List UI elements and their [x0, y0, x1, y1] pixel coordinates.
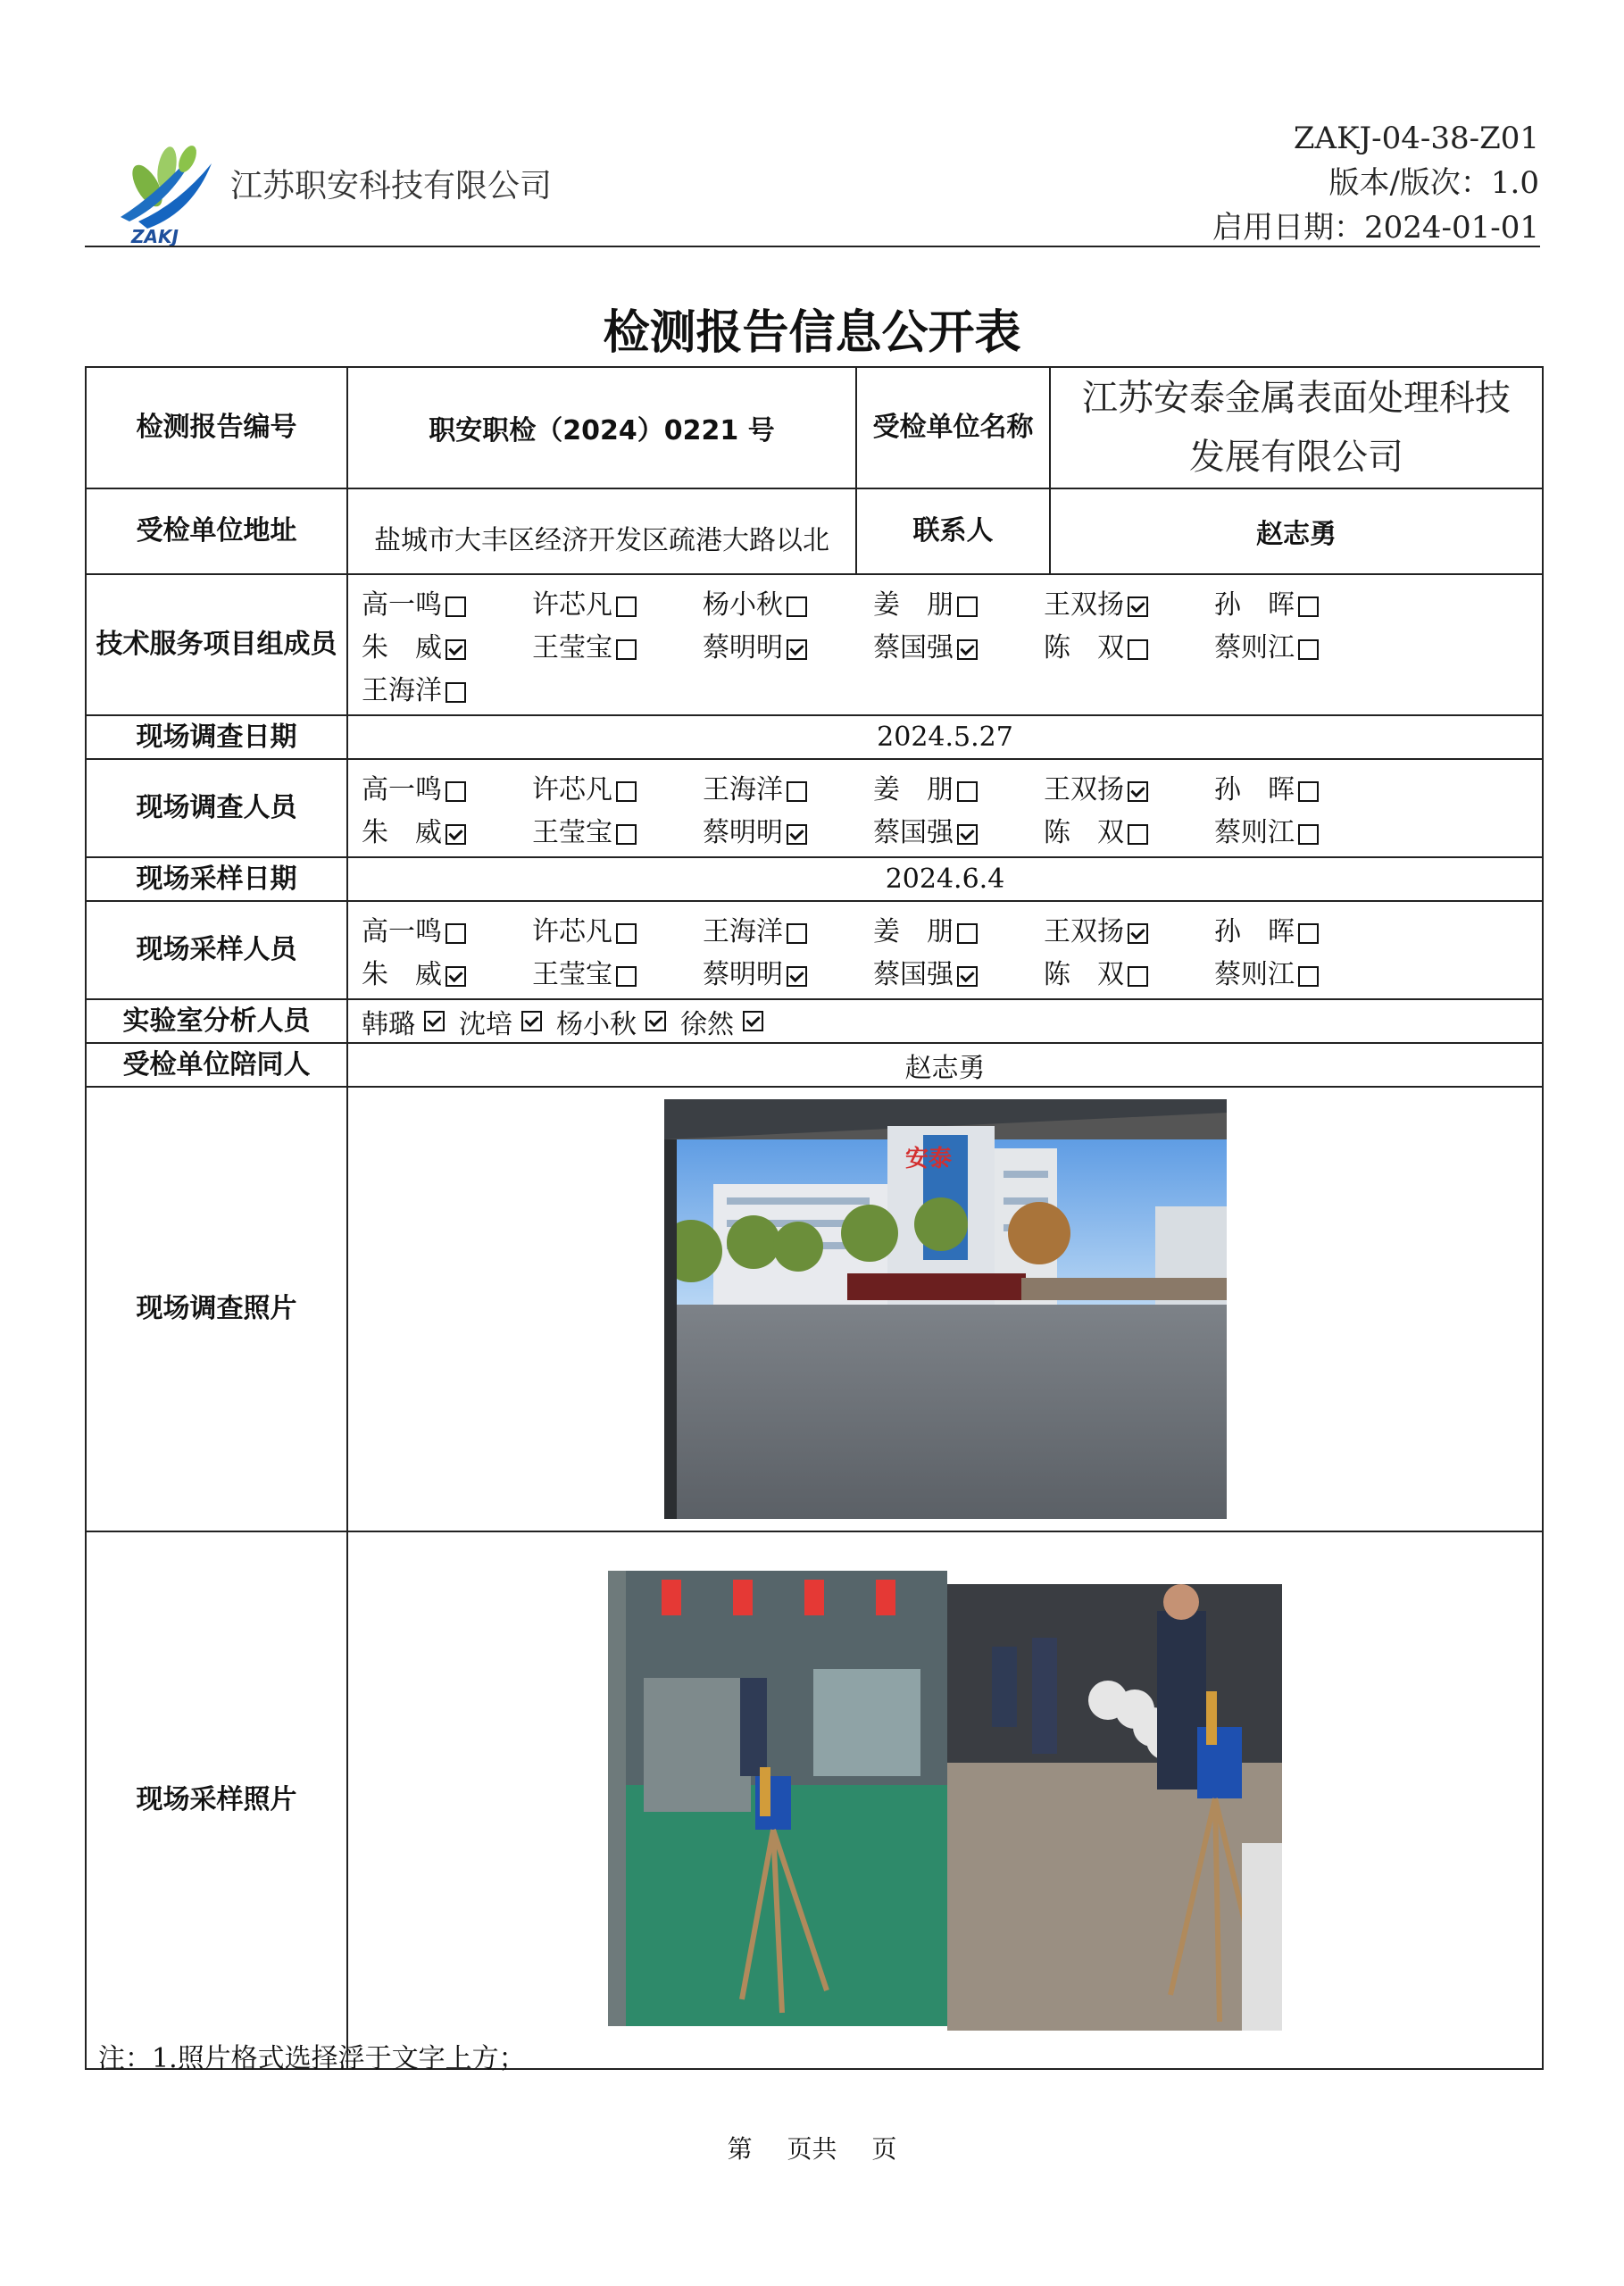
- person-name: 蔡明明: [703, 959, 783, 990]
- report-no-label: 检测报告编号: [86, 367, 347, 488]
- checked-box-icon: [424, 1011, 445, 1031]
- person-entry: [1044, 810, 1214, 849]
- checked-box-icon: [957, 639, 978, 660]
- document-meta: [1212, 116, 1539, 250]
- unit-name-cell: [1050, 367, 1543, 488]
- person-entry: [1044, 582, 1214, 622]
- tech-members-label: 技术服务项目组成员: [86, 574, 347, 715]
- person-name: 陈 双: [1044, 959, 1124, 990]
- sample-photo-label: 现场采样照片: [86, 1531, 347, 2069]
- doc-start-date: 启用日期：2024-01-01: [1212, 210, 1539, 246]
- report-no: 职安职检（2024）0221 号: [347, 367, 856, 488]
- empty-box-icon: [616, 639, 637, 660]
- empty-box-icon: [1128, 639, 1148, 660]
- person-entry: [703, 767, 873, 806]
- survey-staff-cell: [347, 759, 1543, 857]
- person-name: 高一鸣: [362, 589, 442, 621]
- person-entry: [873, 625, 1044, 664]
- person-name: 蔡则江: [1214, 817, 1295, 848]
- sample-date-label: 现场采样日期: [86, 857, 347, 901]
- checked-box-icon: [446, 966, 466, 987]
- person-name: 王海洋: [703, 774, 783, 805]
- people-row: [362, 808, 1542, 851]
- tech-members-cell: [347, 574, 1543, 715]
- sample-photos: [348, 1571, 1542, 2031]
- person-name: 蔡则江: [1214, 632, 1295, 663]
- person-entry: [703, 909, 873, 948]
- empty-box-icon: [1298, 597, 1319, 617]
- empty-box-icon: [1128, 966, 1148, 987]
- person-name: 王莹宝: [532, 817, 612, 848]
- contact-label: 联系人: [856, 488, 1050, 574]
- person-entry: [362, 767, 532, 806]
- people-row: [362, 623, 1542, 666]
- person-entry: [1214, 767, 1385, 806]
- person-entry: [532, 625, 703, 664]
- survey-photo: [664, 1099, 1227, 1519]
- checked-box-icon: [521, 1011, 542, 1031]
- person-name: 高一鸣: [362, 774, 442, 805]
- person-name: 朱 威: [362, 817, 442, 848]
- unit-name-line2: 发展有限公司: [1189, 437, 1403, 478]
- empty-box-icon: [787, 923, 807, 944]
- empty-box-icon: [446, 923, 466, 944]
- company-name: 江苏职安科技有限公司: [230, 168, 553, 204]
- people-row: [362, 907, 1542, 950]
- empty-box-icon: [616, 824, 637, 845]
- empty-box-icon: [1298, 824, 1319, 845]
- person-entry: [703, 952, 873, 991]
- person-entry: [1214, 909, 1385, 948]
- checked-box-icon: [446, 639, 466, 660]
- person-entry: [532, 767, 703, 806]
- doc-code: ZAKJ-04-38-Z01: [1293, 121, 1539, 156]
- person-name: 蔡国强: [873, 817, 954, 848]
- person-entry: [532, 909, 703, 948]
- people-row: [362, 666, 1542, 709]
- empty-box-icon: [446, 597, 466, 617]
- person-entry: [1044, 767, 1214, 806]
- unit-name-label: 受检单位名称: [856, 367, 1050, 488]
- person-name: 许芯凡: [532, 916, 612, 947]
- header-rule: [85, 246, 1540, 247]
- person-entry: [873, 767, 1044, 806]
- sample-photo-1: [608, 1571, 947, 2026]
- person-name: 许芯凡: [532, 589, 612, 621]
- person-entry: [873, 810, 1044, 849]
- escort-label: 受检单位陪同人: [86, 1043, 347, 1087]
- person-name: 蔡国强: [873, 959, 954, 990]
- person-entry: [532, 582, 703, 622]
- footnote: 注：1.照片格式选择浮于文字上方；: [98, 2043, 526, 2074]
- empty-box-icon: [787, 781, 807, 802]
- person-entry: [362, 810, 532, 849]
- checked-box-icon: [446, 824, 466, 845]
- checked-box-icon: [787, 824, 807, 845]
- checked-box-icon: [645, 1011, 666, 1031]
- person-name: 姜 朋: [873, 916, 954, 947]
- person-entry: [362, 909, 532, 948]
- person-entry: [703, 810, 873, 849]
- person-entry: [362, 952, 532, 991]
- empty-box-icon: [1298, 923, 1319, 944]
- person-name: 朱 威: [362, 632, 442, 663]
- unit-addr-label: 受检单位地址: [86, 488, 347, 574]
- empty-box-icon: [616, 597, 637, 617]
- person-entry: [362, 668, 532, 707]
- checked-box-icon: [957, 966, 978, 987]
- person-name: 杨小秋: [703, 589, 783, 621]
- empty-box-icon: [957, 923, 978, 944]
- unit-addr: 盐城市大丰区经济开发区疏港大路以北: [347, 488, 856, 574]
- empty-box-icon: [446, 682, 466, 703]
- person-name: 王莹宝: [532, 959, 612, 990]
- person-name: 蔡明明: [703, 632, 783, 663]
- person-name: 孙 晖: [1214, 916, 1295, 947]
- person-entry: [532, 810, 703, 849]
- person-name: 姜 朋: [873, 589, 954, 621]
- person-name: 陈 双: [1044, 817, 1124, 848]
- person-entry: [1044, 625, 1214, 664]
- person-entry: [1214, 625, 1385, 664]
- person-entry: [873, 952, 1044, 991]
- people-row: [362, 580, 1542, 623]
- empty-box-icon: [1298, 639, 1319, 660]
- person-entry: [362, 625, 532, 664]
- survey-date-label: 现场调查日期: [86, 715, 347, 759]
- sample-date: 2024.6.4: [347, 857, 1543, 901]
- person-name: 王海洋: [703, 916, 783, 947]
- lab-staff-cell: [347, 999, 1543, 1043]
- person-name: 王双扬: [1044, 916, 1124, 947]
- person-entry: [532, 952, 703, 991]
- sample-photo-cell: [347, 1531, 1543, 2069]
- person-name: 王双扬: [1044, 589, 1124, 621]
- escort-name: 赵志勇: [347, 1043, 1543, 1087]
- empty-box-icon: [1128, 824, 1148, 845]
- survey-photo-label: 现场调查照片: [86, 1087, 347, 1531]
- survey-photo-cell: [347, 1087, 1543, 1531]
- person-name: 王双扬: [1044, 774, 1124, 805]
- person-entry: [362, 582, 532, 622]
- logo-text: ZAKJ: [131, 226, 179, 247]
- person-name: 朱 威: [362, 959, 442, 990]
- lab-person-name: 沈培: [459, 1008, 512, 1040]
- checked-box-icon: [787, 639, 807, 660]
- empty-box-icon: [616, 966, 637, 987]
- empty-box-icon: [616, 923, 637, 944]
- empty-box-icon: [616, 781, 637, 802]
- building-sign: 安泰: [904, 1146, 952, 1172]
- person-name: 孙 晖: [1214, 589, 1295, 621]
- survey-staff-label: 现场调查人员: [86, 759, 347, 857]
- lab-staff-label: 实验室分析人员: [86, 999, 347, 1043]
- people-row: [362, 765, 1542, 808]
- person-name: 姜 朋: [873, 774, 954, 805]
- empty-box-icon: [957, 597, 978, 617]
- person-name: 孙 晖: [1214, 774, 1295, 805]
- sample-photo-2: [947, 1584, 1282, 2031]
- unit-name-line1: 江苏安泰金属表面处理科技: [1082, 378, 1511, 419]
- person-entry: [873, 582, 1044, 622]
- survey-date: 2024.5.27: [347, 715, 1543, 759]
- sample-staff-cell: [347, 901, 1543, 999]
- person-entry: [873, 909, 1044, 948]
- person-entry: [1044, 909, 1214, 948]
- person-entry: [1214, 810, 1385, 849]
- person-name: 许芯凡: [532, 774, 612, 805]
- lab-person-name: 徐然: [680, 1008, 734, 1040]
- person-name: 王海洋: [362, 675, 442, 706]
- empty-box-icon: [1298, 781, 1319, 802]
- checked-box-icon: [1128, 597, 1148, 617]
- lab-person-name: 杨小秋: [556, 1008, 637, 1040]
- person-name: 陈 双: [1044, 632, 1124, 663]
- person-name: 高一鸣: [362, 916, 442, 947]
- empty-box-icon: [446, 781, 466, 802]
- checked-box-icon: [1128, 923, 1148, 944]
- person-entry: [1214, 952, 1385, 991]
- person-name: 蔡国强: [873, 632, 954, 663]
- doc-version: 版本/版次：1.0: [1328, 165, 1539, 201]
- empty-box-icon: [787, 597, 807, 617]
- info-table: [85, 366, 1544, 2070]
- checked-box-icon: [1128, 781, 1148, 802]
- person-entry: [1214, 582, 1385, 622]
- sample-staff-label: 现场采样人员: [86, 901, 347, 999]
- person-entry: [703, 625, 873, 664]
- company-logo: [112, 132, 219, 248]
- empty-box-icon: [957, 781, 978, 802]
- checked-box-icon: [957, 824, 978, 845]
- person-name: 蔡明明: [703, 817, 783, 848]
- person-entry: [1044, 952, 1214, 991]
- page-number: 第 页共 页: [727, 2134, 897, 2164]
- people-row: [362, 950, 1542, 993]
- person-name: 王莹宝: [532, 632, 612, 663]
- empty-box-icon: [1298, 966, 1319, 987]
- checked-box-icon: [743, 1011, 763, 1031]
- checked-box-icon: [787, 966, 807, 987]
- lab-person-name: 韩璐: [362, 1008, 415, 1040]
- person-entry: [703, 582, 873, 622]
- person-name: 蔡则江: [1214, 959, 1295, 990]
- page-title: 检测报告信息公开表: [603, 306, 1021, 360]
- contact-name: 赵志勇: [1050, 488, 1543, 574]
